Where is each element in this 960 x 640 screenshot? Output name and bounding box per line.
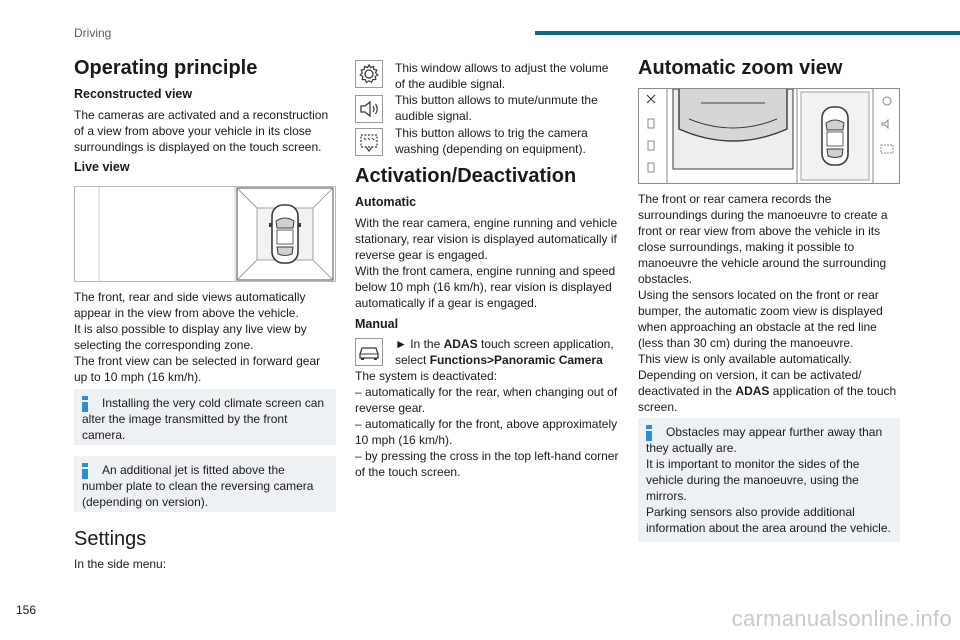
subheading-automatic: Automatic <box>355 195 417 209</box>
paragraph-zoom-1: The front or rear camera records the surroundings during the manoeuvre to create a front or rear view from above the vehicle in its close surroundings, making it possible to manoeuvre the vehicle around the surrounding obstacles. <box>638 192 888 286</box>
paragraph-rear-camera: With the rear camera, engine running and vehicle stationary, rear vision is displayed automatically if reverse gear is engaged. <box>355 216 618 262</box>
paragraph-live-view-2: It is also possible to display any live view by selecting the corresponding zone. <box>74 322 307 352</box>
gear-icon <box>356 61 382 87</box>
zoomed-car-front-icon <box>673 89 793 169</box>
paragraph-deactivated: The system is deactivated: <box>355 369 498 383</box>
info-note-cold-climate <box>74 389 336 445</box>
heading-automatic-zoom: Automatic zoom view <box>638 57 843 79</box>
close-icon <box>647 95 655 103</box>
speaker-icon-box <box>355 95 383 123</box>
car-outline-icon <box>356 339 382 365</box>
info-icon <box>82 463 88 479</box>
camera-wash-icon <box>356 129 382 155</box>
car-outline-icon-box <box>355 338 383 366</box>
info-note-obstacles <box>638 418 900 542</box>
note-text: Parking sensors also provide additional information about the area around the vehicle. <box>646 505 891 535</box>
note-text: It is important to monitor the sides of the vehicle during the manoeuvre, using the mirrors. <box>646 457 860 503</box>
adas-label: ADAS <box>443 337 478 351</box>
heading-activation: Activation/Deactivation <box>355 165 577 187</box>
text-volume: This window allows to adjust the volume of the audible signal. <box>395 61 609 91</box>
heading-settings: Settings <box>74 528 147 550</box>
note-text: Installing the very cold climate screen can alter the image transmitted by the front camera. <box>82 396 325 442</box>
paragraph-live-view-1: The front, rear and side views automatically appear in the view from above the vehicle. <box>74 290 306 320</box>
instruction-text: In the <box>406 337 444 351</box>
arrow-bullet: ► <box>395 337 407 351</box>
camera-wash-icon-box <box>355 128 383 156</box>
info-icon <box>82 396 88 412</box>
list-item-rear: – automatically for the rear, when changing out of reverse gear. <box>355 385 618 415</box>
car-top-view-icon <box>822 107 848 165</box>
menu-path: Functions>Panoramic Camera <box>429 353 603 367</box>
subheading-live-view: Live view <box>74 160 130 174</box>
watermark: carmanualsonline.info <box>731 606 952 631</box>
paragraph-zoom-3: This view is only available automatically. <box>638 352 852 366</box>
speaker-icon <box>356 96 382 122</box>
paragraph-zoom-2: Using the sensors located on the front or rear bumper, the automatic zoom view is displayed when approaching an obstacle at the red line (less than 30 cm) during the manoeuvre. <box>638 288 883 350</box>
paragraph-live-view-3: The front view can be selected in forward gear up to 10 mph (16 km/h). <box>74 354 321 384</box>
list-item-cross: – by pressing the cross in the top left-hand corner of the touch screen. <box>355 449 619 479</box>
live-view-illustration <box>74 186 336 282</box>
zoom-view-illustration <box>638 88 900 184</box>
heading-operating-principle: Operating principle <box>74 57 258 79</box>
subheading-manual: Manual <box>355 317 399 331</box>
adas-label: ADAS <box>735 384 770 398</box>
section-title: Driving <box>74 26 112 40</box>
text: application of the touch screen. <box>638 384 897 414</box>
list-item-front: – automatically for the front, above approximately 10 mph (16 km/h). <box>355 417 618 447</box>
instruction-text: touch screen application, select <box>395 337 614 367</box>
paragraph-zoom-4 <box>638 367 900 415</box>
header-accent-bar <box>535 31 960 35</box>
note-text: Obstacles may appear further away than they actually are. <box>646 425 883 455</box>
car-top-view-icon <box>269 205 301 263</box>
text: Depending on version, it can be activated/ deactivated in the <box>638 368 862 398</box>
info-note-jet <box>74 456 336 512</box>
paragraph-front-camera: With the front camera, engine running and speed below 10 mph (16 km/h), rear vision is displayed automatically if a gear is engaged. <box>355 264 616 310</box>
info-icon <box>646 425 652 441</box>
gear-icon-box <box>355 60 383 88</box>
live-view-diagram <box>75 187 335 281</box>
manual-instruction <box>395 336 620 368</box>
zoom-view-diagram <box>639 89 899 183</box>
paragraph-side-menu: In the side menu: <box>74 557 167 571</box>
text-mute: This button allows to mute/unmute the audible signal. <box>395 93 598 123</box>
subheading-reconstructed-view: Reconstructed view <box>74 87 193 101</box>
paragraph-reconstructed: The cameras are activated and a reconstruction of a view from above your vehicle in its close surroundings is displayed on the touch screen. <box>74 108 329 154</box>
note-text: An additional jet is fitted above the number plate to clean the reversing camera (depending on version). <box>82 463 314 509</box>
text-camera-wash: This button allows to trig the camera washing (depending on equipment). <box>395 126 588 156</box>
page-number: 156 <box>16 603 37 617</box>
